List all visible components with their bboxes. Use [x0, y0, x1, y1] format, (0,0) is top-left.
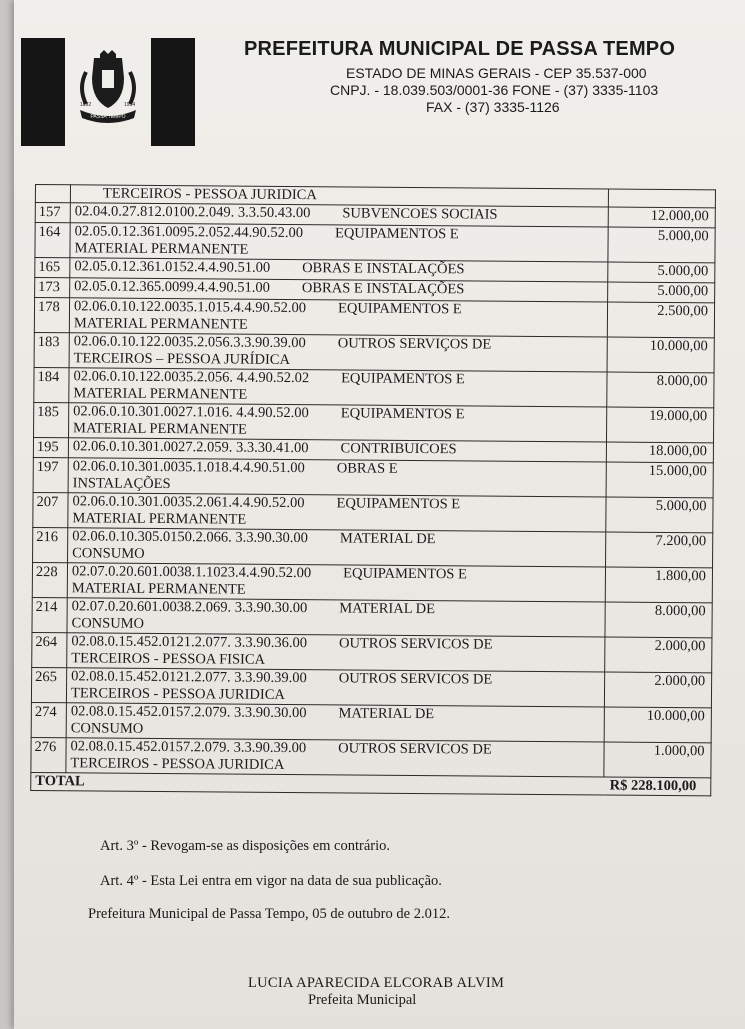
crest-ribbon-text: PASSA TEMPO: [90, 114, 126, 120]
expense-description: MATERIAL DE: [339, 600, 436, 618]
account-code: 02.05.0.12.365.0099.4.4.90.51.00: [74, 278, 271, 296]
expense-description: EQUIPAMENTOS E: [343, 565, 467, 583]
row-value-cell: 1.000,00: [604, 742, 711, 778]
row-number-cell: [35, 185, 70, 203]
expense-description: OUTROS SERVICOS DE: [338, 635, 493, 653]
row-number-cell: 183: [34, 332, 69, 367]
account-code: 02.08.0.15.452.0121.2.077. 3.3.90.36.00: [71, 633, 308, 652]
expense-description: EQUIPAMENTOS E: [337, 300, 462, 318]
crest-left-year: 1892: [80, 102, 92, 108]
row-main-line: [74, 258, 603, 279]
row-description-cell: [69, 403, 607, 442]
expense-description: EQUIPAMENTOS E: [334, 225, 459, 243]
page-title: PREFEITURA MUNICIPAL DE PASSA TEMPO: [244, 38, 676, 60]
row-value-cell: 2.000,00: [604, 672, 711, 708]
row-description-cell: [69, 333, 607, 372]
table-row: [33, 457, 713, 497]
row-value-cell: [608, 189, 715, 208]
expense-description: CONTRIBUICOES: [340, 440, 457, 458]
account-code: 02.08.0.15.452.0121.2.077. 3.3.90.39.00: [71, 668, 307, 687]
table-row: [31, 737, 711, 777]
account-code: 02.06.0.10.122.0035.1.015.4.4.90.52.00: [73, 298, 307, 317]
row-value-cell: 5.000,00: [608, 282, 715, 303]
row-description-cell: [67, 633, 605, 672]
table-row: [35, 223, 715, 263]
expense-description: OUTROS SERVICOS DE: [338, 740, 492, 758]
budget-table-wrapper: [30, 184, 716, 796]
expense-description-continuation: CONSUMO: [71, 615, 145, 632]
state-line: ESTADO DE MINAS GERAIS - CEP 35.537-000: [346, 65, 647, 81]
row-main-line: [75, 203, 604, 224]
row-number-cell: 165: [35, 258, 70, 278]
account-code: 02.04.0.27.812.0100.2.049. 3.3.50.43.00: [74, 203, 311, 222]
expense-description-continuation: MATERIAL PERMANENTE: [74, 240, 249, 258]
account-code: 02.05.0.12.361.0095.2.052.44.90.52.00: [74, 223, 304, 242]
table-row: [34, 402, 714, 442]
table-row: [32, 562, 712, 602]
account-code: 02.06.0.10.301.0035.1.018.4.4.90.51.00: [72, 458, 305, 477]
expense-description: EQUIPAMENTOS E: [340, 405, 465, 423]
row-number-cell: 207: [33, 492, 68, 527]
row-number-cell: 164: [35, 223, 70, 258]
row-description-cell: [68, 458, 606, 497]
row-value-cell: 10.000,00: [607, 337, 714, 373]
expense-description: EQUIPAMENTOS E: [336, 495, 461, 513]
row-main-line: [73, 438, 602, 459]
table-row: [34, 367, 714, 407]
expense-description-continuation: TERCEIROS - PESSOA JURIDICA: [70, 755, 285, 773]
table-row: [31, 702, 711, 742]
row-value-cell: 5.000,00: [608, 227, 715, 263]
row-value-cell: 10.000,00: [604, 707, 711, 743]
row-number-cell: 265: [31, 667, 66, 702]
expense-description: SUBVENCOES SOCIAIS: [342, 205, 498, 223]
table-row: [34, 332, 714, 372]
date-line: Prefeitura Municipal de Passa Tempo, 05 de outubro de 2.012.: [88, 906, 450, 922]
row-number-cell: 216: [33, 527, 68, 562]
row-value-cell: 7.200,00: [606, 532, 713, 568]
account-code: 02.06.0.10.122.0035.2.056.3.3.90.39.00: [73, 333, 306, 352]
row-description-cell: [69, 298, 607, 337]
municipal-crest-icon: [72, 48, 144, 124]
expense-description: OBRAS E INSTALAÇÕES: [301, 280, 465, 298]
crest-right-year: 1934: [124, 102, 136, 108]
account-code: 02.07.0.20.601.0038.1.1023.4.4.90.52.00: [71, 563, 312, 582]
expense-description: OUTROS SERVICOS DE: [338, 670, 493, 688]
row-number-cell: 184: [34, 367, 69, 402]
row-number-cell: 185: [34, 402, 69, 437]
account-code: 02.05.0.12.361.0152.4.4.90.51.00: [74, 258, 271, 276]
row-description-cell: [66, 703, 604, 742]
expense-description-continuation: MATERIAL PERMANENTE: [73, 385, 248, 403]
letterhead: [244, 38, 724, 116]
row-value-cell: 12.000,00: [608, 207, 715, 228]
row-number-cell: 157: [35, 203, 70, 223]
expense-description-continuation: INSTALAÇÕES: [72, 475, 171, 493]
row-number-cell: 173: [35, 278, 70, 298]
account-code: 02.07.0.20.601.0038.2.069. 3.3.90.30.00: [71, 598, 308, 617]
continuation-text: TERCEIROS - PESSOA JURIDICA: [102, 185, 317, 204]
table-row: [33, 527, 713, 567]
total-value: R$ 228.100,00: [609, 777, 697, 795]
account-code: 02.08.0.15.452.0157.2.079. 3.3.90.39.00: [70, 738, 307, 757]
row-number-cell: 197: [33, 457, 68, 492]
expense-description: MATERIAL DE: [338, 705, 435, 723]
table-row: [31, 667, 711, 707]
account-code: 02.06.0.10.305.0150.2.066. 3.3.90.30.00: [72, 528, 308, 547]
row-description-cell: [67, 563, 605, 602]
row-value-cell: 2.000,00: [605, 637, 712, 673]
expense-description-continuation: TERCEIROS - PESSOA JURIDICA: [70, 685, 285, 703]
table-row: [32, 632, 712, 672]
row-main-line: [74, 278, 603, 299]
expense-description: OBRAS E: [336, 460, 398, 477]
signatory-role: Prefeita Municipal: [308, 992, 417, 1008]
row-description-cell: [68, 493, 606, 532]
expense-description-continuation: CONSUMO: [70, 720, 144, 737]
row-number-cell: 264: [32, 632, 67, 667]
row-description-cell: [66, 668, 604, 707]
article-4: Art. 4º - Esta Lei entra em vigor na data de sua publicação.: [100, 873, 442, 889]
account-code: 02.08.0.15.452.0157.2.079. 3.3.90.30.00: [70, 703, 307, 722]
row-description-cell: [69, 368, 607, 407]
expense-description-continuation: MATERIAL PERMANENTE: [71, 580, 246, 598]
row-value-cell: 8.000,00: [605, 602, 712, 638]
account-code: 02.06.0.10.122.0035.2.056. 4.4.90.52.02: [73, 368, 310, 387]
expense-description: EQUIPAMENTOS E: [341, 370, 465, 388]
budget-table-body: [31, 185, 716, 796]
table-row: [33, 492, 713, 532]
row-value-cell: 1.800,00: [605, 567, 712, 603]
fax-line: FAX - (37) 3335-1126: [426, 99, 560, 115]
row-number-cell: 178: [34, 298, 69, 333]
row-value-cell: 15.000,00: [606, 462, 713, 498]
row-description-cell: [68, 528, 606, 567]
row-value-cell: 5.000,00: [608, 262, 715, 283]
table-row: [34, 298, 714, 338]
expense-description-continuation: CONSUMO: [72, 545, 145, 562]
row-description-cell: [67, 598, 605, 637]
table-row: [32, 597, 712, 637]
expense-description-continuation: TERCEIROS - PESSOA FISICA: [71, 650, 266, 668]
article-3: Art. 3º - Revogam-se as disposições em contrário.: [100, 838, 390, 854]
expense-description: OBRAS E INSTALAÇÕES: [302, 260, 465, 278]
contact-line: CNPJ. - 18.039.503/0001-36 FONE - (37) 3335-1103: [330, 82, 659, 98]
row-value-cell: 8.000,00: [607, 372, 714, 408]
expense-description-continuation: MATERIAL PERMANENTE: [72, 510, 247, 528]
row-value-cell: 2.500,00: [607, 302, 714, 338]
row-description-cell: [70, 223, 608, 262]
account-code: 02.06.0.10.301.0027.1.016. 4.4.90.52.00: [73, 403, 309, 422]
expense-description-continuation: MATERIAL PERMANENTE: [73, 315, 248, 333]
row-value-cell: 5.000,00: [606, 497, 713, 533]
row-number-cell: 228: [32, 562, 67, 597]
total-label: TOTAL: [35, 773, 85, 790]
expense-description: MATERIAL DE: [339, 530, 436, 548]
row-value-cell: 18.000,00: [606, 442, 713, 463]
account-code: 02.06.0.10.301.0035.2.061.4.4.90.52.00: [72, 493, 305, 512]
expense-description-continuation: MATERIAL PERMANENTE: [73, 420, 247, 438]
expense-description: OUTROS SERVIÇOS DE: [337, 335, 492, 353]
signatory-name: LUCIA APARECIDA ELCORAB ALVIM: [248, 975, 505, 991]
row-value-cell: 19.000,00: [606, 407, 713, 443]
row-description-cell: [66, 738, 604, 777]
row-number-cell: 276: [31, 737, 66, 772]
account-code: 02.06.0.10.301.0027.2.059. 3.3.30.41.00: [72, 438, 309, 457]
left-black-bar: [21, 38, 65, 146]
row-number-cell: 195: [33, 437, 68, 457]
row-number-cell: 214: [32, 597, 67, 632]
expense-description-continuation: TERCEIROS – PESSOA JURÍDICA: [73, 350, 291, 369]
budget-table: [30, 184, 716, 796]
right-black-bar: [151, 38, 195, 146]
row-number-cell: 274: [31, 702, 66, 737]
